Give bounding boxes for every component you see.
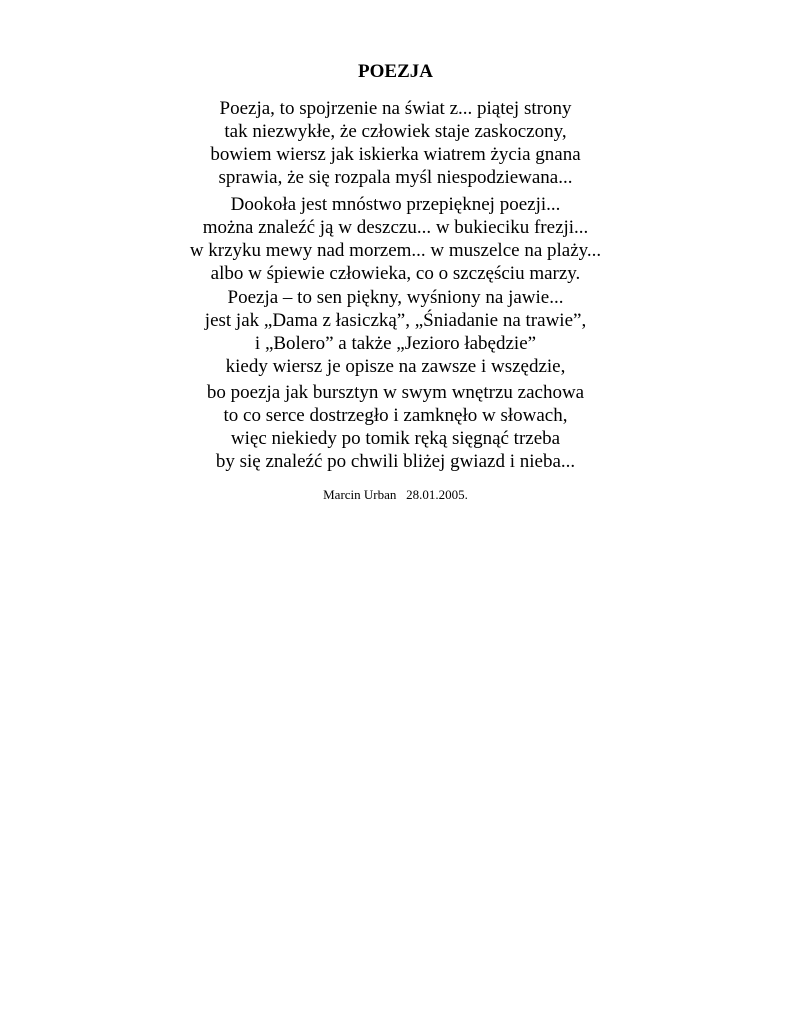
poem-line: tak niezwykłe, że człowiek staje zaskoczony, bbox=[224, 121, 567, 142]
poem-line: więc niekiedy po tomik ręką sięgnąć trzeba bbox=[230, 428, 561, 449]
poem-line: kiedy wiersz je opisze na zawsze i wszędzie, bbox=[225, 356, 566, 377]
poem-line: Dookoła jest mnóstwo przepięknej poezji... bbox=[230, 194, 561, 215]
poem-line: Poezja, to spojrzenie na świat z... piątej strony bbox=[219, 98, 572, 119]
poem-line: albo w śpiewie człowieka, co o szczęściu marzy. bbox=[210, 263, 581, 284]
signature-author: Marcin Urban bbox=[323, 487, 397, 502]
stanza-1 bbox=[0, 97, 791, 189]
poem-line: i „Bolero” a także „Jezioro łabędzie” bbox=[254, 333, 537, 354]
poem-line: sprawia, że się rozpala myśl niespodziewana... bbox=[218, 167, 573, 188]
poem-line: w krzyku mewy nad morzem... w muszelce na plaży... bbox=[189, 240, 602, 261]
poem-line: Poezja – to sen piękny, wyśniony na jawie... bbox=[227, 287, 564, 308]
poem-line: bo poezja jak bursztyn w swym wnętrzu zachowa bbox=[206, 382, 585, 403]
poem-line: można znaleźć ją w deszczu... w bukieciku frezji... bbox=[202, 217, 589, 238]
stanza-3 bbox=[0, 286, 791, 378]
stanza-4 bbox=[0, 381, 791, 473]
poem-line: bowiem wiersz jak iskierka wiatrem życia gnana bbox=[210, 144, 581, 165]
poem-line: by się znaleźć po chwili bliżej gwiazd i nieba... bbox=[215, 451, 576, 472]
poem-line: jest jak „Dama z łasiczką”, „Śniadanie na trawie”, bbox=[204, 310, 587, 331]
stanza-2 bbox=[0, 193, 791, 285]
poem-title: POEZJA bbox=[358, 61, 433, 82]
signature-date: 28.01.2005. bbox=[406, 487, 468, 502]
signature bbox=[0, 487, 791, 503]
poem-line: to co serce dostrzegło i zamknęło w słowach, bbox=[223, 405, 568, 426]
